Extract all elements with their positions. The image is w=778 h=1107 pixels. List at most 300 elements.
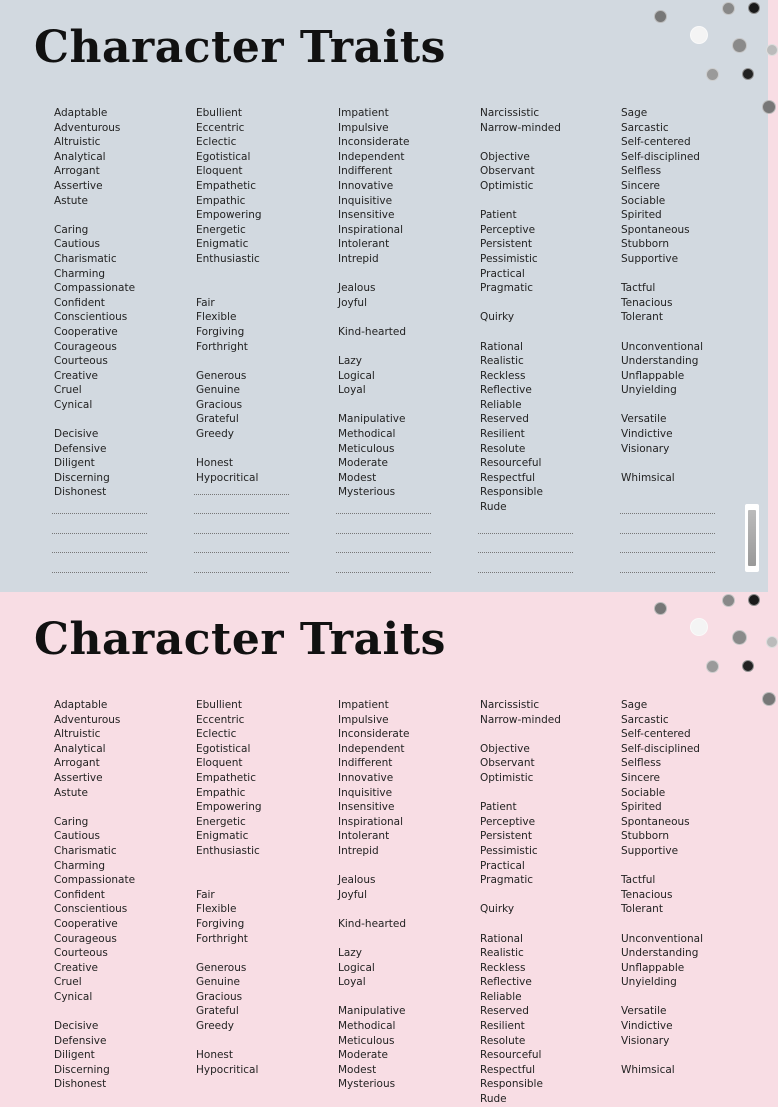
- trait-word: Grateful: [196, 413, 239, 426]
- trait-word: Resilient: [480, 1020, 525, 1033]
- trait-word: Manipulative: [338, 1005, 406, 1018]
- trait-word: Resilient: [480, 428, 525, 441]
- trait-word: Reflective: [480, 384, 532, 397]
- trait-word: Charming: [54, 267, 106, 280]
- writing-line: [194, 552, 289, 553]
- spacer: [621, 267, 751, 282]
- trait-word: Unconventional: [621, 340, 703, 353]
- trait-word: Practical: [480, 859, 525, 872]
- trait-word: Spontaneous: [621, 815, 690, 828]
- spacer: [196, 946, 326, 961]
- trait-word: Ebullient: [196, 107, 242, 119]
- spacer: [338, 859, 468, 874]
- trait-word: Meticulous: [338, 1034, 395, 1047]
- trait-word: Cruel: [54, 976, 82, 989]
- trait-word: Patient: [480, 801, 517, 814]
- trait-word: Adventurous: [54, 121, 121, 134]
- trait-word: Reflective: [480, 976, 532, 989]
- trait-word: Pessimistic: [480, 252, 538, 265]
- spacer: [480, 727, 610, 742]
- spacer: [480, 135, 610, 150]
- trait-word: Lazy: [338, 355, 363, 368]
- glitter-dot: [654, 602, 667, 615]
- trait-word: Modest: [338, 471, 377, 484]
- writing-line: [336, 533, 431, 534]
- trait-word: Energetic: [196, 223, 246, 236]
- spacer: [196, 442, 326, 457]
- trait-word: Reserved: [480, 413, 529, 426]
- glitter-dot: [732, 38, 747, 53]
- trait-word: Tolerant: [621, 903, 663, 916]
- trait-word: Charismatic: [54, 844, 117, 857]
- trait-word: Sincere: [621, 771, 661, 784]
- trait-word: Flexible: [196, 311, 237, 324]
- trait-word: Reckless: [480, 961, 526, 974]
- trait-word: Moderate: [338, 1049, 388, 1062]
- writing-line: [194, 513, 289, 514]
- trait-word: Mysterious: [338, 1078, 396, 1091]
- spacer: [338, 902, 468, 917]
- trait-word: Generous: [196, 961, 247, 974]
- spacer: [621, 398, 751, 413]
- trait-word: Unyielding: [621, 976, 677, 989]
- trait-word: Patient: [480, 209, 517, 222]
- trait-word: Methodical: [338, 428, 396, 441]
- spacer: [54, 412, 184, 427]
- trait-word: Hypocritical: [196, 1063, 259, 1076]
- trait-word: Astute: [54, 194, 89, 207]
- trait-word: Eloquent: [196, 165, 243, 178]
- spacer: [196, 859, 326, 874]
- trait-word: Objective: [480, 742, 530, 755]
- trait-word: Understanding: [621, 355, 699, 368]
- trait-word: Arrogant: [54, 165, 100, 178]
- trait-word: Enigmatic: [196, 830, 249, 843]
- glitter-dot: [722, 594, 735, 607]
- page-title: Character Traits: [34, 22, 446, 73]
- writing-line: [478, 572, 573, 573]
- glitter-dot: [742, 660, 754, 672]
- trait-word: Eclectic: [196, 136, 237, 149]
- trait-word: Persistent: [480, 830, 532, 843]
- trait-word: Caring: [54, 815, 89, 828]
- writing-line: [620, 533, 715, 534]
- trait-word: Methodical: [338, 1020, 396, 1033]
- trait-word: Dishonest: [54, 1078, 107, 1091]
- trait-word: Analytical: [54, 150, 106, 163]
- glitter-dot: [690, 26, 708, 44]
- trait-word: Sage: [621, 699, 648, 711]
- trait-word: Cooperative: [54, 917, 118, 930]
- trait-word: Reliable: [480, 990, 522, 1003]
- trait-word: Enigmatic: [196, 238, 249, 251]
- trait-word: Persistent: [480, 238, 532, 251]
- trait-word: Whimsical: [621, 1063, 675, 1076]
- trait-word: Ebullient: [196, 699, 242, 711]
- spacer: [621, 917, 751, 932]
- trait-word: Assertive: [54, 179, 103, 192]
- trait-word: Self-disciplined: [621, 150, 700, 163]
- trait-word: Selfless: [621, 165, 662, 178]
- trait-word: Logical: [338, 369, 375, 382]
- trait-word: Genuine: [196, 384, 240, 397]
- trait-word: Spontaneous: [621, 223, 690, 236]
- spacer: [338, 990, 468, 1005]
- trait-word: Sarcastic: [621, 121, 669, 134]
- spacer: [196, 1034, 326, 1049]
- trait-word: Self-centered: [621, 728, 691, 741]
- trait-word: Cooperative: [54, 325, 118, 338]
- trait-word: Reserved: [480, 1005, 529, 1018]
- trait-word: Grateful: [196, 1005, 239, 1018]
- trait-word: Jealous: [338, 282, 376, 295]
- trait-word: Courageous: [54, 932, 117, 945]
- brand-logo: [745, 504, 759, 572]
- trait-word: Observant: [480, 165, 535, 178]
- spacer: [621, 456, 751, 471]
- trait-word: Cautious: [54, 830, 101, 843]
- trait-word: Inspirational: [338, 223, 404, 236]
- trait-word: Practical: [480, 267, 525, 280]
- writing-line: [620, 552, 715, 553]
- trait-word: Sincere: [621, 179, 661, 192]
- trait-word: Dishonest: [54, 486, 107, 499]
- spacer: [621, 990, 751, 1005]
- trait-word: Realistic: [480, 355, 524, 368]
- trait-word: Creative: [54, 369, 99, 382]
- trait-word: Resourceful: [480, 1049, 542, 1062]
- trait-word: Empathetic: [196, 179, 257, 192]
- writing-line: [336, 552, 431, 553]
- spacer: [54, 208, 184, 223]
- trait-word: Realistic: [480, 947, 524, 960]
- trait-word: Empathic: [196, 786, 246, 799]
- trait-word: Moderate: [338, 457, 388, 470]
- trait-word: Forgiving: [196, 917, 245, 930]
- writing-line: [52, 572, 147, 573]
- trait-word: Objective: [480, 150, 530, 163]
- trait-word: Conscientious: [54, 311, 128, 324]
- spacer: [338, 340, 468, 355]
- writing-line: [194, 533, 289, 534]
- worksheet-bottom: [0, 592, 768, 1106]
- spacer: [621, 325, 751, 340]
- trait-word: Tactful: [621, 282, 656, 295]
- trait-word: Respectful: [480, 471, 536, 484]
- trait-word: Courteous: [54, 947, 108, 960]
- spacer: [621, 1048, 751, 1063]
- trait-word: Independent: [338, 742, 405, 755]
- writing-line: [478, 533, 573, 534]
- glitter-dot: [748, 2, 760, 14]
- page-title: Character Traits: [34, 614, 446, 665]
- spacer: [621, 859, 751, 874]
- glitter-dot: [762, 692, 776, 706]
- trait-word: Manipulative: [338, 413, 406, 426]
- trait-word: Forthright: [196, 932, 248, 945]
- trait-word: Impulsive: [338, 713, 389, 726]
- trait-word: Arrogant: [54, 757, 100, 770]
- trait-word: Responsible: [480, 486, 543, 499]
- writing-line: [52, 513, 147, 514]
- trait-word: Egotistical: [196, 742, 251, 755]
- spacer: [480, 917, 610, 932]
- trait-word: Narrow-minded: [480, 713, 561, 726]
- trait-word: Optimistic: [480, 771, 534, 784]
- trait-word: Respectful: [480, 1063, 536, 1076]
- spacer: [480, 888, 610, 903]
- spacer: [196, 281, 326, 296]
- trait-word: Indifferent: [338, 757, 393, 770]
- trait-word: Unyielding: [621, 384, 677, 397]
- glitter-dot: [766, 636, 778, 648]
- trait-word: Visionary: [621, 442, 670, 455]
- trait-word: Optimistic: [480, 179, 534, 192]
- spacer: [338, 398, 468, 413]
- trait-word: Quirky: [480, 311, 515, 324]
- trait-word: Cruel: [54, 384, 82, 397]
- trait-word: Empowering: [196, 209, 262, 222]
- trait-word: Joyful: [338, 888, 368, 901]
- trait-word: Vindictive: [621, 1020, 673, 1033]
- trait-word: Meticulous: [338, 442, 395, 455]
- spacer: [196, 873, 326, 888]
- trait-word: Assertive: [54, 771, 103, 784]
- trait-word: Charismatic: [54, 252, 117, 265]
- trait-word: Discerning: [54, 471, 110, 484]
- writing-line: [336, 513, 431, 514]
- trait-word: Adaptable: [54, 699, 108, 711]
- glitter-dot: [706, 68, 719, 81]
- trait-word: Sociable: [621, 194, 666, 207]
- decorative-dots: [638, 0, 768, 120]
- trait-word: Diligent: [54, 457, 95, 470]
- trait-word: Quirky: [480, 903, 515, 916]
- trait-word: Indifferent: [338, 165, 393, 178]
- trait-word: Creative: [54, 961, 99, 974]
- trait-word: Resolute: [480, 1034, 526, 1047]
- trait-word: Honest: [196, 457, 234, 470]
- trait-word: Tactful: [621, 874, 656, 887]
- trait-word: Forthright: [196, 340, 248, 353]
- spacer: [196, 267, 326, 282]
- trait-word: Jealous: [338, 874, 376, 887]
- trait-word: Supportive: [621, 252, 679, 265]
- trait-word: Spirited: [621, 209, 662, 222]
- spacer: [338, 932, 468, 947]
- trait-word: Inquisitive: [338, 786, 393, 799]
- trait-word: Diligent: [54, 1049, 95, 1062]
- trait-word: Eclectic: [196, 728, 237, 741]
- trait-word: Versatile: [621, 1005, 667, 1018]
- trait-word: Spirited: [621, 801, 662, 814]
- trait-word: Stubborn: [621, 238, 669, 251]
- trait-word: Sarcastic: [621, 713, 669, 726]
- trait-word: Loyal: [338, 976, 366, 989]
- trait-word: Visionary: [621, 1034, 670, 1047]
- trait-word: Egotistical: [196, 150, 251, 163]
- trait-word: Inquisitive: [338, 194, 393, 207]
- trait-word: Sociable: [621, 786, 666, 799]
- trait-column-5: [621, 698, 751, 1077]
- trait-word: Self-centered: [621, 136, 691, 149]
- trait-word: Vindictive: [621, 428, 673, 441]
- trait-column-3: [338, 698, 468, 1092]
- writing-line: [194, 572, 289, 573]
- spacer: [196, 354, 326, 369]
- writing-line: [620, 572, 715, 573]
- trait-word: Defensive: [54, 1034, 107, 1047]
- trait-column-2: [196, 698, 326, 1077]
- trait-word: Astute: [54, 786, 89, 799]
- spacer: [480, 296, 610, 311]
- trait-word: Insensitive: [338, 801, 395, 814]
- spacer: [54, 1004, 184, 1019]
- glitter-dot: [654, 10, 667, 23]
- writing-line: [478, 552, 573, 553]
- trait-word: Cynical: [54, 398, 93, 411]
- trait-word: Eccentric: [196, 121, 245, 134]
- trait-word: Independent: [338, 150, 405, 163]
- trait-column-2: [196, 106, 326, 485]
- trait-column-5: [621, 106, 751, 485]
- glitter-dot: [706, 660, 719, 673]
- trait-word: Intolerant: [338, 830, 390, 843]
- trait-word: Gracious: [196, 398, 243, 411]
- trait-word: Empowering: [196, 801, 262, 814]
- trait-word: Perceptive: [480, 815, 536, 828]
- trait-word: Inspirational: [338, 815, 404, 828]
- trait-word: Versatile: [621, 413, 667, 426]
- trait-word: Adventurous: [54, 713, 121, 726]
- trait-word: Impulsive: [338, 121, 389, 134]
- spacer: [338, 310, 468, 325]
- trait-word: Innovative: [338, 179, 394, 192]
- trait-word: Observant: [480, 757, 535, 770]
- trait-word: Conscientious: [54, 903, 128, 916]
- trait-word: Unconventional: [621, 932, 703, 945]
- writing-line: [620, 513, 715, 514]
- trait-word: Kind-hearted: [338, 917, 407, 930]
- trait-word: Discerning: [54, 1063, 110, 1076]
- trait-column-1: [54, 698, 184, 1092]
- writing-line: [52, 533, 147, 534]
- trait-word: Narcissistic: [480, 107, 540, 119]
- glitter-dot: [766, 44, 778, 56]
- trait-word: Defensive: [54, 442, 107, 455]
- trait-word: Confident: [54, 888, 105, 901]
- trait-word: Rude: [480, 501, 507, 514]
- trait-word: Innovative: [338, 771, 394, 784]
- trait-word: Whimsical: [621, 471, 675, 484]
- trait-word: Impatient: [338, 107, 389, 119]
- trait-word: Tenacious: [621, 296, 673, 309]
- trait-word: Reliable: [480, 398, 522, 411]
- trait-word: Responsible: [480, 1078, 543, 1091]
- writing-line: [194, 494, 289, 495]
- trait-word: Altruistic: [54, 728, 101, 741]
- trait-word: Gracious: [196, 990, 243, 1003]
- trait-word: Confident: [54, 296, 105, 309]
- trait-word: Pessimistic: [480, 844, 538, 857]
- trait-word: Honest: [196, 1049, 234, 1062]
- spacer: [338, 267, 468, 282]
- trait-column-4: [480, 106, 610, 515]
- trait-word: Tenacious: [621, 888, 673, 901]
- glitter-dot: [762, 100, 776, 114]
- trait-word: Hypocritical: [196, 471, 259, 484]
- trait-word: Stubborn: [621, 830, 669, 843]
- decorative-dots: [638, 592, 768, 712]
- spacer: [480, 194, 610, 209]
- writing-line: [336, 572, 431, 573]
- trait-column-4: [480, 698, 610, 1107]
- trait-word: Fair: [196, 888, 215, 901]
- trait-word: Narrow-minded: [480, 121, 561, 134]
- trait-word: Compassionate: [54, 282, 136, 295]
- trait-word: Joyful: [338, 296, 368, 309]
- glitter-dot: [732, 630, 747, 645]
- trait-word: Enthusiastic: [196, 252, 260, 265]
- trait-column-1: [54, 106, 184, 500]
- trait-word: Perceptive: [480, 223, 536, 236]
- trait-word: Courteous: [54, 355, 108, 368]
- trait-word: Reckless: [480, 369, 526, 382]
- trait-word: Lazy: [338, 947, 363, 960]
- trait-word: Rational: [480, 932, 523, 945]
- trait-word: Genuine: [196, 976, 240, 989]
- trait-word: Intrepid: [338, 252, 379, 265]
- trait-word: Energetic: [196, 815, 246, 828]
- trait-word: Modest: [338, 1063, 377, 1076]
- glitter-dot: [748, 594, 760, 606]
- spacer: [54, 800, 184, 815]
- trait-word: Tolerant: [621, 311, 663, 324]
- trait-word: Pragmatic: [480, 874, 534, 887]
- trait-word: Empathetic: [196, 771, 257, 784]
- trait-word: Intolerant: [338, 238, 390, 251]
- trait-word: Kind-hearted: [338, 325, 407, 338]
- trait-word: Caring: [54, 223, 89, 236]
- trait-column-3: [338, 106, 468, 500]
- trait-word: Rational: [480, 340, 523, 353]
- trait-word: Cautious: [54, 238, 101, 251]
- trait-word: Insensitive: [338, 209, 395, 222]
- spacer: [480, 325, 610, 340]
- trait-word: Logical: [338, 961, 375, 974]
- trait-word: Charming: [54, 859, 106, 872]
- trait-word: Mysterious: [338, 486, 396, 499]
- trait-word: Greedy: [196, 428, 235, 441]
- trait-word: Resolute: [480, 442, 526, 455]
- trait-word: Cynical: [54, 990, 93, 1003]
- trait-word: Unflappable: [621, 961, 685, 974]
- trait-word: Adaptable: [54, 107, 108, 119]
- trait-word: Eloquent: [196, 757, 243, 770]
- trait-word: Pragmatic: [480, 282, 534, 295]
- trait-word: Impatient: [338, 699, 389, 711]
- spacer: [480, 786, 610, 801]
- trait-word: Decisive: [54, 428, 99, 441]
- trait-word: Selfless: [621, 757, 662, 770]
- trait-word: Altruistic: [54, 136, 101, 149]
- trait-word: Narcissistic: [480, 699, 540, 711]
- trait-word: Compassionate: [54, 874, 136, 887]
- trait-word: Eccentric: [196, 713, 245, 726]
- trait-word: Unflappable: [621, 369, 685, 382]
- trait-word: Intrepid: [338, 844, 379, 857]
- trait-word: Analytical: [54, 742, 106, 755]
